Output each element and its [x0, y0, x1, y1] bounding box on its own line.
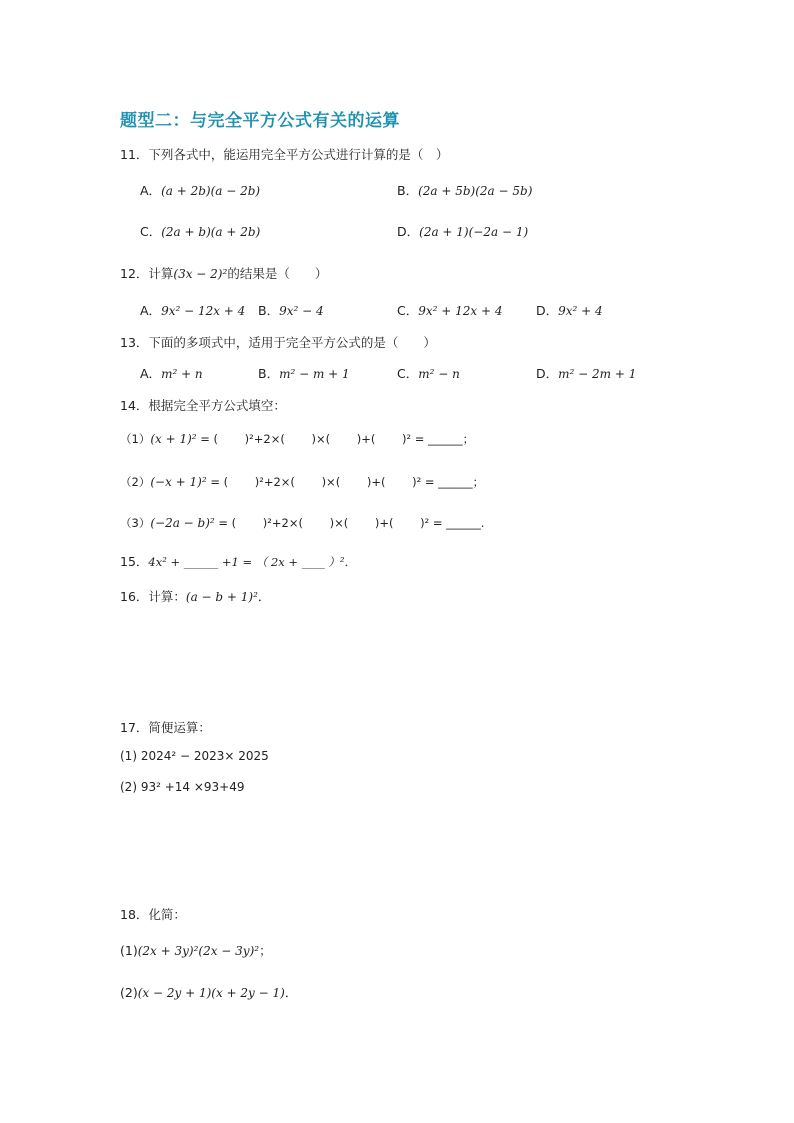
section-title: 题型二：与完全平方公式有关的运算: [120, 111, 400, 131]
question-17-stem: 17．简便运算：: [120, 720, 211, 735]
option-letter: B．: [397, 183, 419, 198]
option-letter: C．: [397, 366, 419, 381]
part-label: (1): [120, 943, 138, 958]
q14-part-2: [120, 474, 484, 490]
option-letter: D．: [536, 303, 559, 318]
q18-part-2: [120, 983, 297, 1001]
part-expression: (−2a − b)²: [150, 516, 215, 530]
q11-option-a: [140, 181, 260, 199]
option-expression: (2a + b)(a + 2b): [161, 225, 261, 239]
question-11-stem: 11．下列各式中，能运用完全平方公式进行计算的是（ ）: [120, 147, 449, 162]
fill-in-blanks: = ( )²+2×( )×( )+( )² = ______；: [200, 432, 475, 446]
q13-option-c: [397, 364, 460, 382]
part-expression: (2x + 3y)²(2x − 3y)²: [137, 944, 260, 958]
option-expression: (a + 2b)(a − 2b): [161, 184, 261, 198]
option-letter: B．: [258, 303, 280, 318]
q13-option-d: [536, 364, 636, 382]
question-label: 15．: [120, 554, 149, 569]
part-expression: (−x + 1)²: [150, 475, 207, 489]
part-end: ；: [259, 943, 272, 958]
part-end: ．: [284, 985, 298, 1000]
q12-option-d: [536, 301, 603, 319]
option-expression: m² − n: [418, 367, 460, 381]
q11-option-b: [397, 181, 532, 199]
q12-option-c: [397, 301, 503, 319]
part-label: （1）: [120, 432, 151, 446]
q17-part-1: (1) 2024² − 2023× 2025: [120, 749, 269, 763]
option-letter: A．: [140, 183, 162, 198]
q11-option-d: [397, 222, 528, 240]
option-expression: 9x² − 12x + 4: [161, 304, 246, 318]
q12-option-b: [258, 301, 324, 319]
q12-option-a: [140, 301, 245, 319]
option-expression: m² + n: [161, 367, 203, 381]
stem-expression: (3x − 2)²: [173, 267, 228, 281]
option-expression: 9x² − 4: [279, 304, 324, 318]
question-14-stem: 14．根据完全平方公式填空：: [120, 398, 286, 413]
option-letter: C．: [140, 224, 162, 239]
option-expression: 9x² + 4: [558, 304, 603, 318]
stem-text: 12．计算: [120, 266, 174, 281]
q14-part-3: [120, 515, 484, 531]
question-15: [120, 552, 356, 570]
option-letter: C．: [397, 303, 419, 318]
q13-option-a: [140, 364, 203, 382]
part-expression: (x − 2y + 1)(x + 2y − 1): [137, 986, 285, 1000]
option-letter: D．: [536, 366, 559, 381]
q11-option-c: [140, 222, 260, 240]
q17-part-2: (2) 93² +14 ×93+49: [120, 780, 245, 794]
q14-part-1: [120, 431, 474, 447]
stem-text: 的结果是（ ）: [227, 266, 328, 281]
option-letter: D．: [397, 224, 420, 239]
part-label: (2): [120, 985, 138, 1000]
option-expression: m² − m + 1: [279, 367, 350, 381]
question-label: 16．计算：: [120, 589, 186, 604]
question-13-stem: 13．下面的多项式中，适用于完全平方公式的是（ ）: [120, 335, 436, 350]
option-expression: m² − 2m + 1: [558, 367, 637, 381]
fill-in-blanks: = ( )²+2×( )×( )+( )² = ______.: [218, 516, 485, 530]
question-18-stem: 18．化简：: [120, 907, 186, 922]
question-12-stem: [120, 264, 327, 282]
question-end: ．: [257, 589, 271, 604]
option-expression: (2a + 5b)(2a − 5b): [418, 184, 533, 198]
question-expression: 4x² + ______ +1 = （ 2x + ____ ）²．: [148, 555, 356, 569]
question-16: [120, 587, 270, 605]
part-expression: (x + 1)²: [150, 432, 197, 446]
fill-in-blanks: = ( )²+2×( )×( )+( )² = ______；: [210, 475, 485, 489]
part-label: （3）: [120, 516, 151, 530]
q18-part-1: [120, 941, 272, 959]
option-expression: (2a + 1)(−2a − 1): [419, 225, 529, 239]
option-expression: 9x² + 12x + 4: [418, 304, 503, 318]
q13-option-b: [258, 364, 350, 382]
part-label: （2）: [120, 475, 151, 489]
option-letter: A．: [140, 366, 162, 381]
option-letter: B．: [258, 366, 280, 381]
option-letter: A．: [140, 303, 162, 318]
question-expression: (a − b + 1)²: [185, 590, 258, 604]
